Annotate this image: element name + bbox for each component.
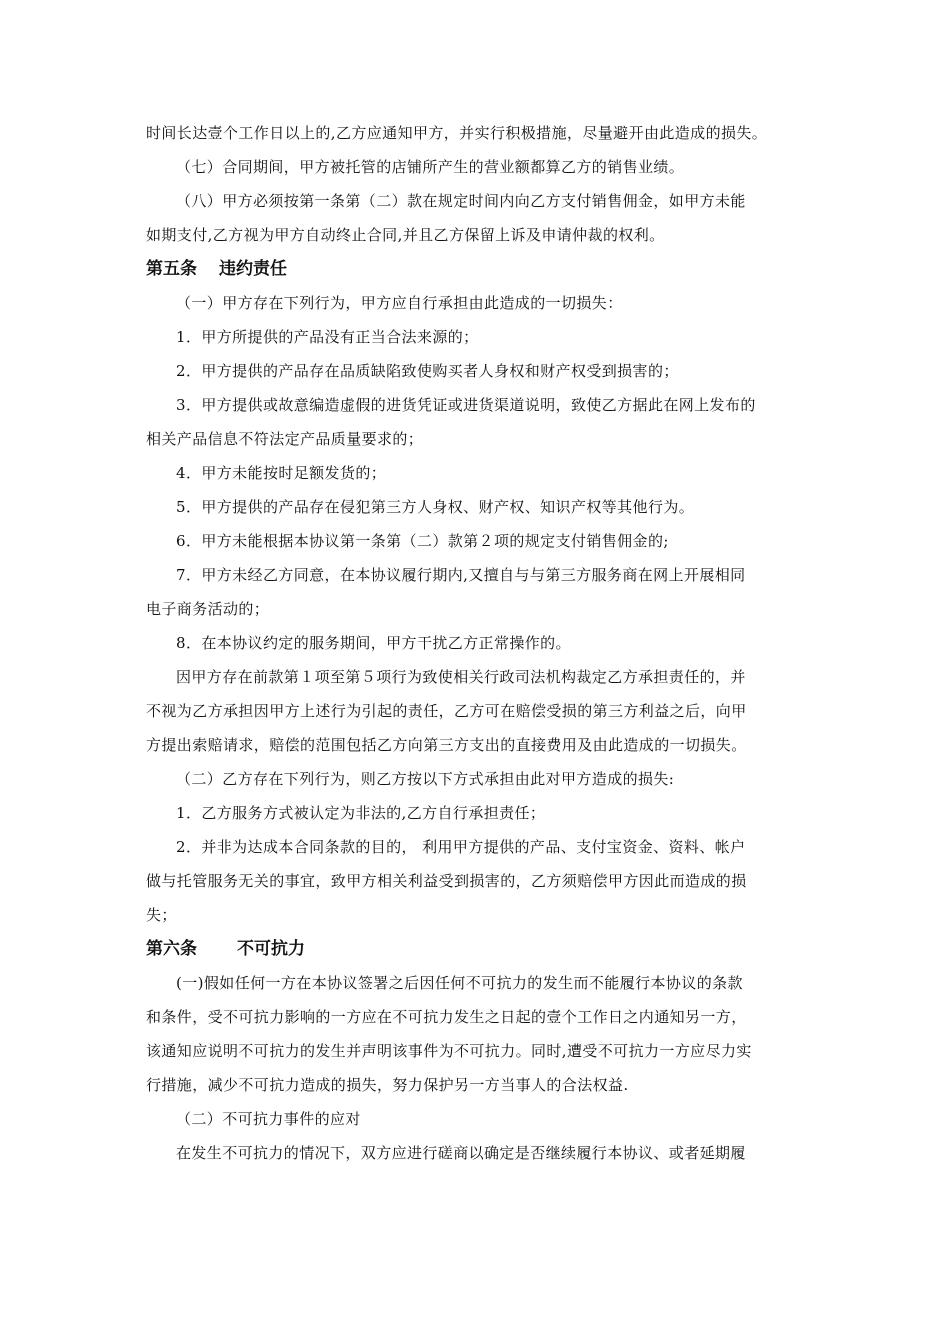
list-item: 7．甲方未经乙方同意，在本协议履行期内,又擅自与与第三方服务商在网上开展相同 (176, 566, 746, 584)
section-title: 不可抗力 (237, 939, 305, 959)
paragraph-line: 该通知应说明不可抗力的发生并声明该事件为不可抗力。同时,遭受不可抗力一方应尽力实 (146, 1042, 752, 1060)
paragraph-line: 如期支付,乙方视为甲方自动终止合同,并且乙方保留上诉及申请仲裁的权利。 (146, 226, 665, 244)
paragraph-line: 和条件，受不可抗力影响的一方应在不可抗力发生之日起的壹个工作日之内通知另一方， (146, 1008, 747, 1026)
paragraph-line: 做与托管服务无关的事宜，致甲方相关利益受到损害的，乙方须赔偿甲方因此而造成的损 (146, 872, 747, 890)
section-title: 违约责任 (219, 259, 287, 279)
list-item: 1．甲方所提供的产品没有正当合法来源的； (176, 328, 479, 346)
paragraph-line: (一)假如任何一方在本协议签署之后因任何不可抗力的发生而不能履行本协议的条款 (176, 974, 743, 992)
section-heading-5 (146, 252, 806, 286)
paragraph-line: （一）甲方存在下列行为，甲方应自行承担由此造成的一切损失： (176, 294, 623, 312)
paragraph-line: （二）不可抗力事件的应对 (176, 1110, 361, 1128)
section-number: 第五条 (146, 259, 197, 279)
list-item: 2．甲方提供的产品存在品质缺陷致使购买者人身权和财产权受到损害的； (176, 362, 679, 380)
list-item: 5．甲方提供的产品存在侵犯第三方人身权、财产权、知识产权等其他行为。 (176, 498, 695, 516)
section-number: 第六条 (146, 939, 197, 959)
document-page (146, 116, 806, 1170)
list-item: 3．甲方提供或故意编造虚假的进货凭证或进货渠道说明，致使乙方据此在网上发布的 (176, 396, 756, 414)
list-item: 8．在本协议约定的服务期间，甲方干扰乙方正常操作的。 (176, 634, 571, 652)
paragraph-line: 失； (146, 906, 177, 924)
section-heading-6 (146, 932, 806, 966)
paragraph-line: （八）甲方必须按第一条第（二）款在规定时间内向乙方支付销售佣金，如甲方未能 (176, 192, 746, 210)
list-item: 2．并非为达成本合同条款的目的， 利用甲方提供的产品、支付宝资金、资料、帐户 (176, 838, 746, 856)
list-item: 1．乙方服务方式被认定为非法的,乙方自行承担责任； (176, 804, 546, 822)
paragraph-line: 方提出索赔请求，赔偿的范围包括乙方向第三方支出的直接费用及由此造成的一切损失。 (146, 736, 747, 754)
paragraph-line: 行措施，减少不可抗力造成的损失，努力保护另一方当事人的合法权益. (146, 1076, 629, 1094)
paragraph-line: 不视为乙方承担因甲方上述行为引起的责任，乙方可在赔偿受损的第三方利益之后，向甲 (146, 702, 747, 720)
paragraph-line: （七）合同期间，甲方被托管的店铺所产生的营业额都算乙方的销售业绩。 (176, 158, 685, 176)
paragraph-line: （二）乙方存在下列行为，则乙方按以下方式承担由此对甲方造成的损失: (176, 770, 675, 788)
paragraph-line: 电子商务活动的； (146, 600, 270, 618)
paragraph-line: 时间长达壹个工作日以上的,乙方应通知甲方，并实行积极措施，尽量避开由此造成的损失。 (146, 124, 768, 142)
paragraph-line: 在发生不可抗力的情况下，双方应进行磋商以确定是否继续履行本协议、或者延期履 (176, 1144, 746, 1162)
list-item: 6．甲方未能根据本协议第一条第（二）款第２项的规定支付销售佣金的; (176, 532, 669, 550)
paragraph-line: 相关产品信息不符法定产品质量要求的； (146, 430, 424, 448)
list-item: 4．甲方未能按时足额发货的； (176, 464, 387, 482)
paragraph-line: 因甲方存在前款第１项至第５项行为致使相关行政司法机构裁定乙方承担责任的，并 (176, 668, 746, 686)
